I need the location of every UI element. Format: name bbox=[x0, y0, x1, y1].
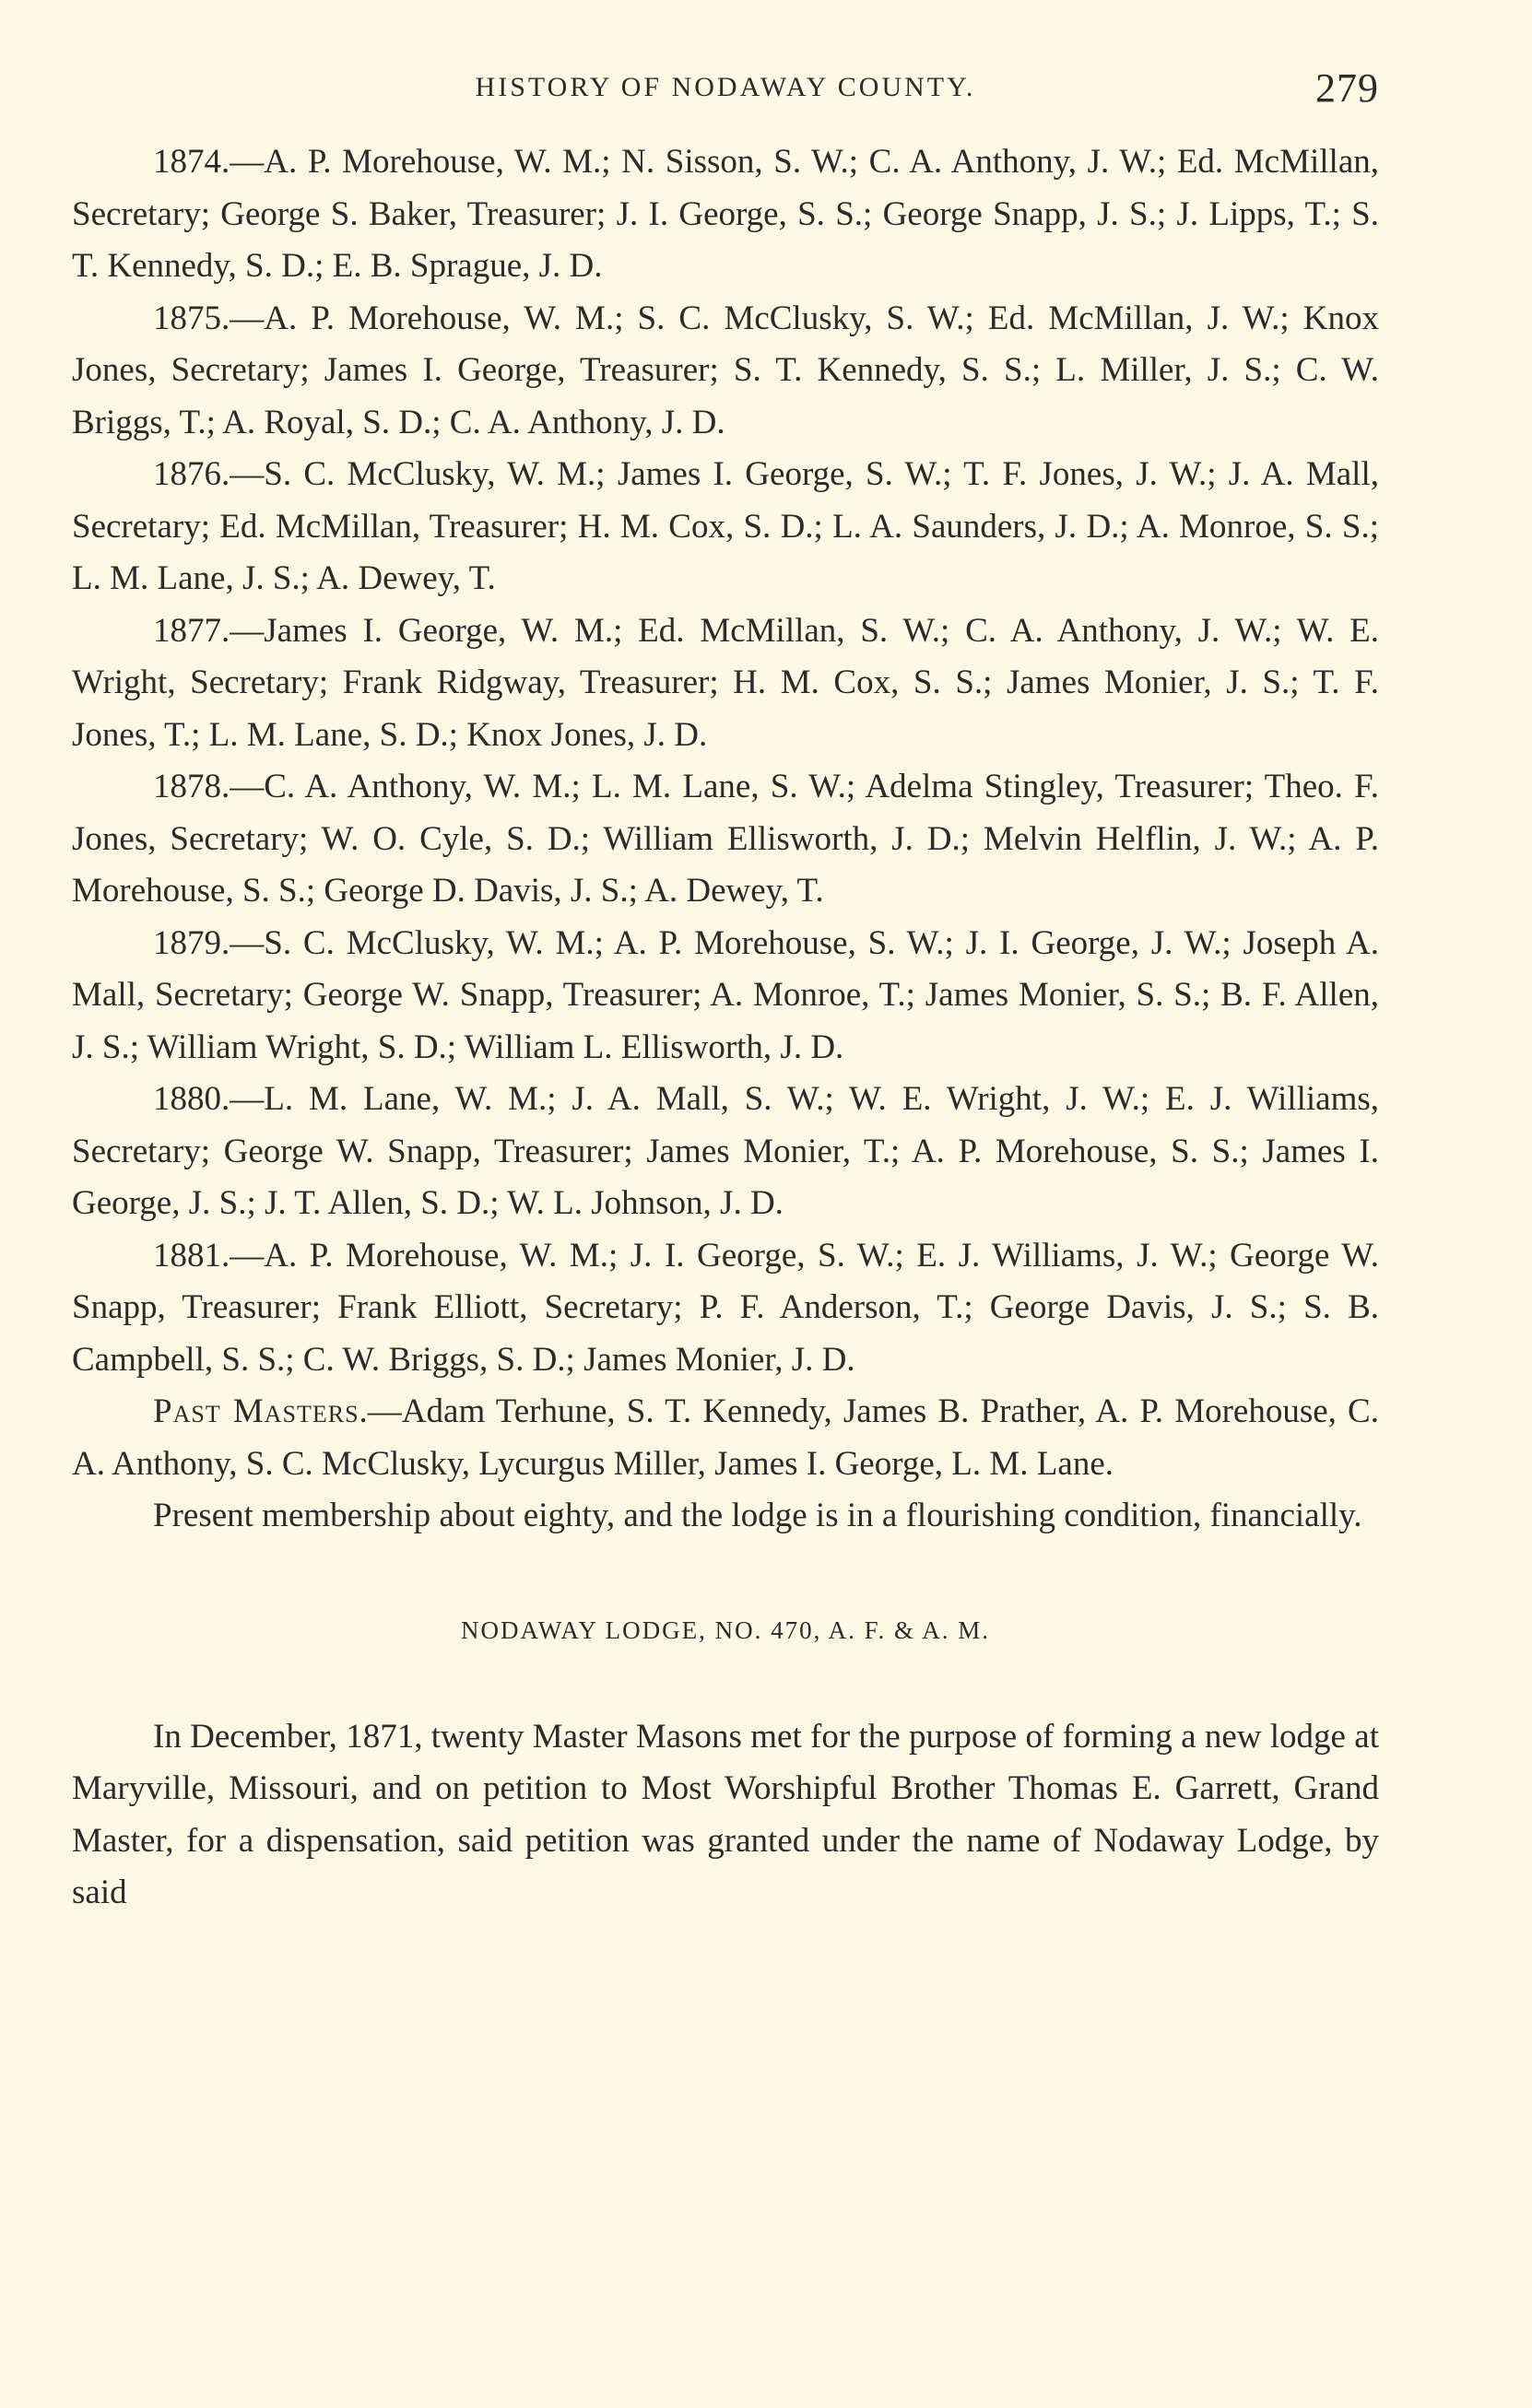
past-masters-text: .—Adam Terhune, S. T. Kennedy, James B. Prather, A. P. Morehouse, C. A. Anthony, S. C. McClusky, Lycurgus Miller, James I. George, L. M. Lane. bbox=[72, 1392, 1379, 1483]
page-number: 279 bbox=[1315, 65, 1379, 111]
running-title: HISTORY OF NODAWAY COUNTY. bbox=[475, 72, 976, 102]
nodaway-lodge-paragraph: In December, 1871, twenty Master Masons met for the purpose of forming a new lodge at Maryville, Missouri, and on petition to Most Worshipful Brother Thomas E. Garrett, Grand Master, for a dispensation, said petition was granted under the name of Nodaway Lodge, by said bbox=[72, 1717, 1379, 1911]
officers-1877: 1877.—James I. George, W. M.; Ed. McMillan, S. W.; C. A. Anthony, J. W.; W. E. Wright, Secretary; Frank Ridgway, Treasurer; H. M. Cox, S. S.; James Monier, J. S.; T. F. Jones, T.; L. M. Lane, S. D.; Knox Jones, J. D. bbox=[72, 611, 1379, 754]
officers-1878: 1878.—C. A. Anthony, W. M.; L. M. Lane, S. W.; Adelma Stingley, Treasurer; Theo. F. Jones, Secretary; W. O. Cyle, S. D.; William Ellisworth, J. D.; Melvin Helflin, J. W.; A. P. Morehouse, S. S.; George D. Davis, J. S.; A. Dewey, T. bbox=[72, 768, 1379, 910]
past-masters-paragraph bbox=[72, 1386, 1379, 1490]
officers-1875: 1875.—A. P. Morehouse, W. M.; S. C. McClusky, S. W.; Ed. McMillan, J. W.; Knox Jones, Secretary; James I. George, Treasurer; S. T. Kennedy, S. S.; L. Miller, J. S.; C. W. Briggs, T.; A. Royal, S. D.; C. A. Anthony, J. D. bbox=[72, 299, 1379, 441]
officers-1881: 1881.—A. P. Morehouse, W. M.; J. I. George, S. W.; E. J. Williams, J. W.; George W. Snapp, Treasurer; Frank Elliott, Secretary; P. F. Anderson, T.; George Davis, J. S.; S. B. Campbell, S. S.; C. W. Briggs, S. D.; James Monier, J. D. bbox=[72, 1236, 1379, 1379]
officers-1880: 1880.—L. M. Lane, W. M.; J. A. Mall, S. W.; W. E. Wright, J. W.; E. J. Williams, Secretary; George W. Snapp, Treasurer; James Monier, T.; A. P. Morehouse, S. S.; James I. George, J. S.; J. T. Allen, S. D.; W. L. Johnson, J. D. bbox=[72, 1080, 1379, 1222]
officers-1879: 1879.—S. C. McClusky, W. M.; A. P. Morehouse, S. W.; J. I. George, J. W.; Joseph A. Mall, Secretary; George W. Snapp, Treasurer; A. Monroe, T.; James Monier, S. S.; B. F. Allen, J. S.; William Wright, S. D.; William L. Ellisworth, J. D. bbox=[72, 923, 1379, 1066]
book-page bbox=[72, 0, 1379, 2408]
past-masters-label: Past Masters bbox=[153, 1392, 359, 1430]
membership-paragraph: Present membership about eighty, and the lodge is in a flourishing condition, financially. bbox=[153, 1497, 1362, 1534]
section-heading: NODAWAY LODGE, NO. 470, A. F. & A. M. bbox=[461, 1615, 990, 1644]
officers-1874: 1874.—A. P. Morehouse, W. M.; N. Sisson, S. W.; C. A. Anthony, J. W.; Ed. McMillan, Secretary; George S. Baker, Treasurer; J. I. George, S. S.; George Snapp, J. S.; J. Lipps, T.; S. T. Kennedy, S. D.; E. B. Sprague, J. D. bbox=[72, 143, 1379, 285]
running-head bbox=[72, 65, 1379, 120]
officers-1876: 1876.—S. C. McClusky, W. M.; James I. George, S. W.; T. F. Jones, J. W.; J. A. Mall, Secretary; Ed. McMillan, Treasurer; H. M. Cox, S. D.; L. A. Saunders, J. D.; A. Monroe, S. S.; L. M. Lane, J. S.; A. Dewey, T. bbox=[72, 455, 1379, 597]
body-text bbox=[72, 136, 1379, 1920]
